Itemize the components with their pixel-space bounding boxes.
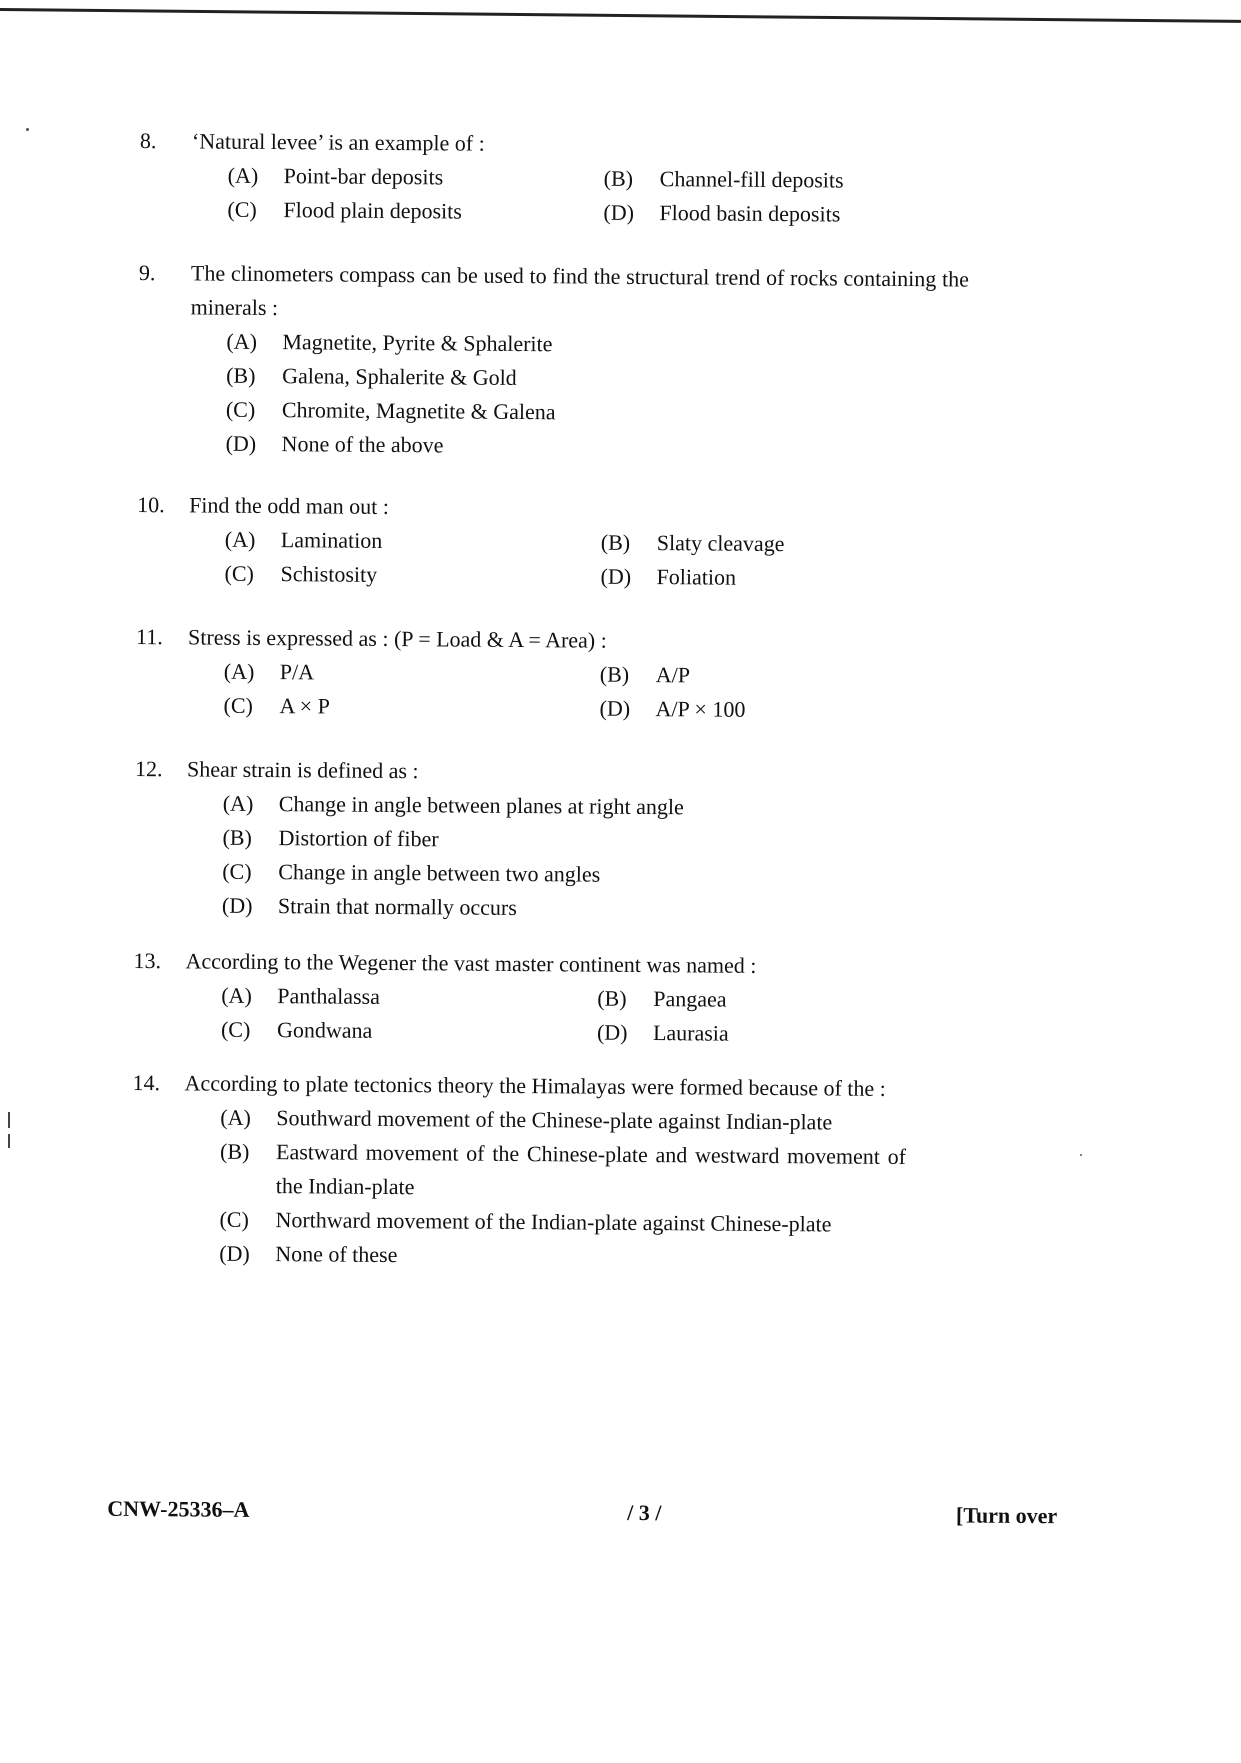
question-number: 13. [133, 947, 162, 974]
option-d [225, 427, 971, 467]
question-number: 9. [138, 259, 156, 286]
option-text: Change in angle between planes at right angle [278, 791, 684, 820]
option-a [225, 523, 605, 560]
option-text: Southward movement of the Chinese-plate against Indian-plate [276, 1105, 833, 1135]
options-grid [223, 655, 996, 729]
options-list [222, 787, 995, 929]
option-text: P/A [279, 659, 315, 685]
question-13 [133, 944, 994, 1053]
option-label: (C) [224, 560, 255, 586]
option-d [222, 889, 982, 929]
option-label: (A) [224, 526, 256, 552]
option-b [601, 526, 981, 563]
question-stem: According to the Wegener the vast master continent was named : [185, 948, 757, 978]
question-number: 14. [132, 1069, 161, 1096]
option-text: Schistosity [280, 561, 378, 587]
option-label: (C) [220, 1016, 251, 1042]
question-14 [131, 1066, 963, 1277]
option-text: Chromite, Magnetite & Galena [281, 397, 556, 425]
option-label: (B) [600, 529, 631, 555]
question-number: 11. [136, 623, 163, 650]
option-b [226, 359, 972, 399]
option-label: (D) [225, 430, 257, 456]
option-d [597, 1016, 977, 1053]
scan-speck [26, 128, 29, 131]
page-number: / 3 / [627, 1499, 662, 1526]
options-grid [227, 159, 1000, 233]
scan-speck [1080, 1154, 1082, 1156]
question-10 [136, 488, 997, 597]
option-label: (C) [227, 196, 257, 222]
option-b [220, 1135, 963, 1209]
option-text: Magnetite, Pyrite & Sphalerite [282, 329, 553, 357]
option-c [224, 557, 604, 594]
question-number: 8. [139, 128, 157, 154]
option-text: Laurasia [652, 1020, 729, 1046]
option-text: Gondwana [276, 1017, 373, 1043]
option-c [221, 1013, 601, 1050]
option-label: (A) [222, 790, 254, 816]
option-text: Distortion of fiber [278, 825, 439, 852]
scan-margin-mark [8, 1112, 10, 1128]
option-label: (C) [225, 396, 256, 422]
option-label: (D) [221, 892, 253, 918]
option-label: (D) [219, 1240, 250, 1266]
option-label: (B) [599, 661, 630, 687]
option-text: Point-bar deposits [283, 163, 444, 190]
option-c [227, 193, 607, 230]
page-footer [107, 1496, 1057, 1537]
option-d [603, 196, 983, 233]
question-number: 10. [137, 491, 165, 518]
option-label: (B) [219, 1138, 250, 1164]
option-label: (B) [226, 362, 256, 388]
option-label: (D) [603, 199, 635, 225]
option-d [599, 692, 979, 729]
option-label: (A) [223, 658, 255, 684]
option-text: Flood plain deposits [283, 197, 463, 224]
options-grid [224, 523, 997, 597]
turn-over-note: [Turn over [955, 1502, 1058, 1529]
option-label: (A) [226, 328, 258, 354]
option-a [221, 979, 601, 1016]
option-b [600, 658, 980, 695]
question-stem: Stress is expressed as : (P = Load & A = Area) : [188, 624, 607, 653]
option-label: (B) [222, 824, 252, 850]
option-a [220, 1101, 966, 1141]
option-c [223, 689, 603, 726]
paper-code: CNW-25336–A [107, 1495, 250, 1522]
option-a [226, 325, 972, 365]
question-stem: The clinometers compass can be used to find the structural trend of rocks containing the minerals : [190, 260, 970, 321]
option-text: Change in angle between two angles [278, 859, 601, 887]
option-text: Channel-fill deposits [659, 166, 844, 193]
option-a [228, 159, 608, 196]
option-text: A × P [279, 693, 330, 719]
option-label: (D) [600, 563, 632, 589]
question-stem: ‘Natural levee’ is an example of : [191, 128, 485, 156]
option-label: (C) [223, 692, 253, 718]
option-label: (C) [219, 1206, 249, 1232]
option-text: A/P × 100 [655, 696, 746, 722]
option-label: (C) [222, 858, 252, 884]
options-grid [221, 979, 994, 1053]
option-d [219, 1237, 965, 1277]
question-stem: Find the odd man out : [189, 492, 390, 519]
option-text: Eastward movement of the Chinese-plate and westward movement of the Indian-plate [275, 1139, 907, 1200]
option-b [597, 982, 977, 1019]
question-stem: According to plate tectonics theory the Himalayas were formed because of the : [184, 1070, 886, 1101]
option-b [604, 162, 984, 199]
option-label: (B) [603, 165, 634, 191]
option-a [224, 655, 604, 692]
option-text: Galena, Sphalerite & Gold [282, 363, 517, 390]
question-12 [134, 752, 995, 929]
option-label: (A) [227, 162, 259, 188]
option-label: (D) [599, 695, 631, 721]
scan-margin-mark [8, 1134, 10, 1148]
option-text: Pangaea [653, 986, 727, 1012]
option-text: None of the above [281, 431, 444, 458]
option-text: Flood basin deposits [659, 200, 841, 227]
option-label: (B) [597, 985, 627, 1011]
option-label: (D) [596, 1019, 628, 1045]
option-label: (A) [221, 982, 252, 1008]
options-list [219, 1101, 962, 1277]
question-8 [139, 124, 1000, 233]
option-c [219, 1203, 965, 1243]
option-d [600, 560, 980, 597]
option-text: Lamination [280, 527, 383, 553]
question-11 [135, 620, 996, 729]
options-list [225, 325, 968, 467]
question-9 [137, 256, 969, 467]
option-text: Panthalassa [277, 983, 381, 1009]
option-text: Slaty cleavage [656, 530, 785, 557]
option-text: Strain that normally occurs [277, 893, 517, 920]
question-number: 12. [134, 755, 163, 782]
option-text: A/P [655, 662, 691, 688]
question-stem: Shear strain is defined as : [186, 756, 419, 784]
option-label: (A) [220, 1104, 251, 1130]
option-text: Northward movement of the Indian-plate against Chinese-plate [275, 1207, 832, 1237]
option-text: Foliation [656, 564, 737, 590]
option-text: None of these [275, 1241, 398, 1268]
